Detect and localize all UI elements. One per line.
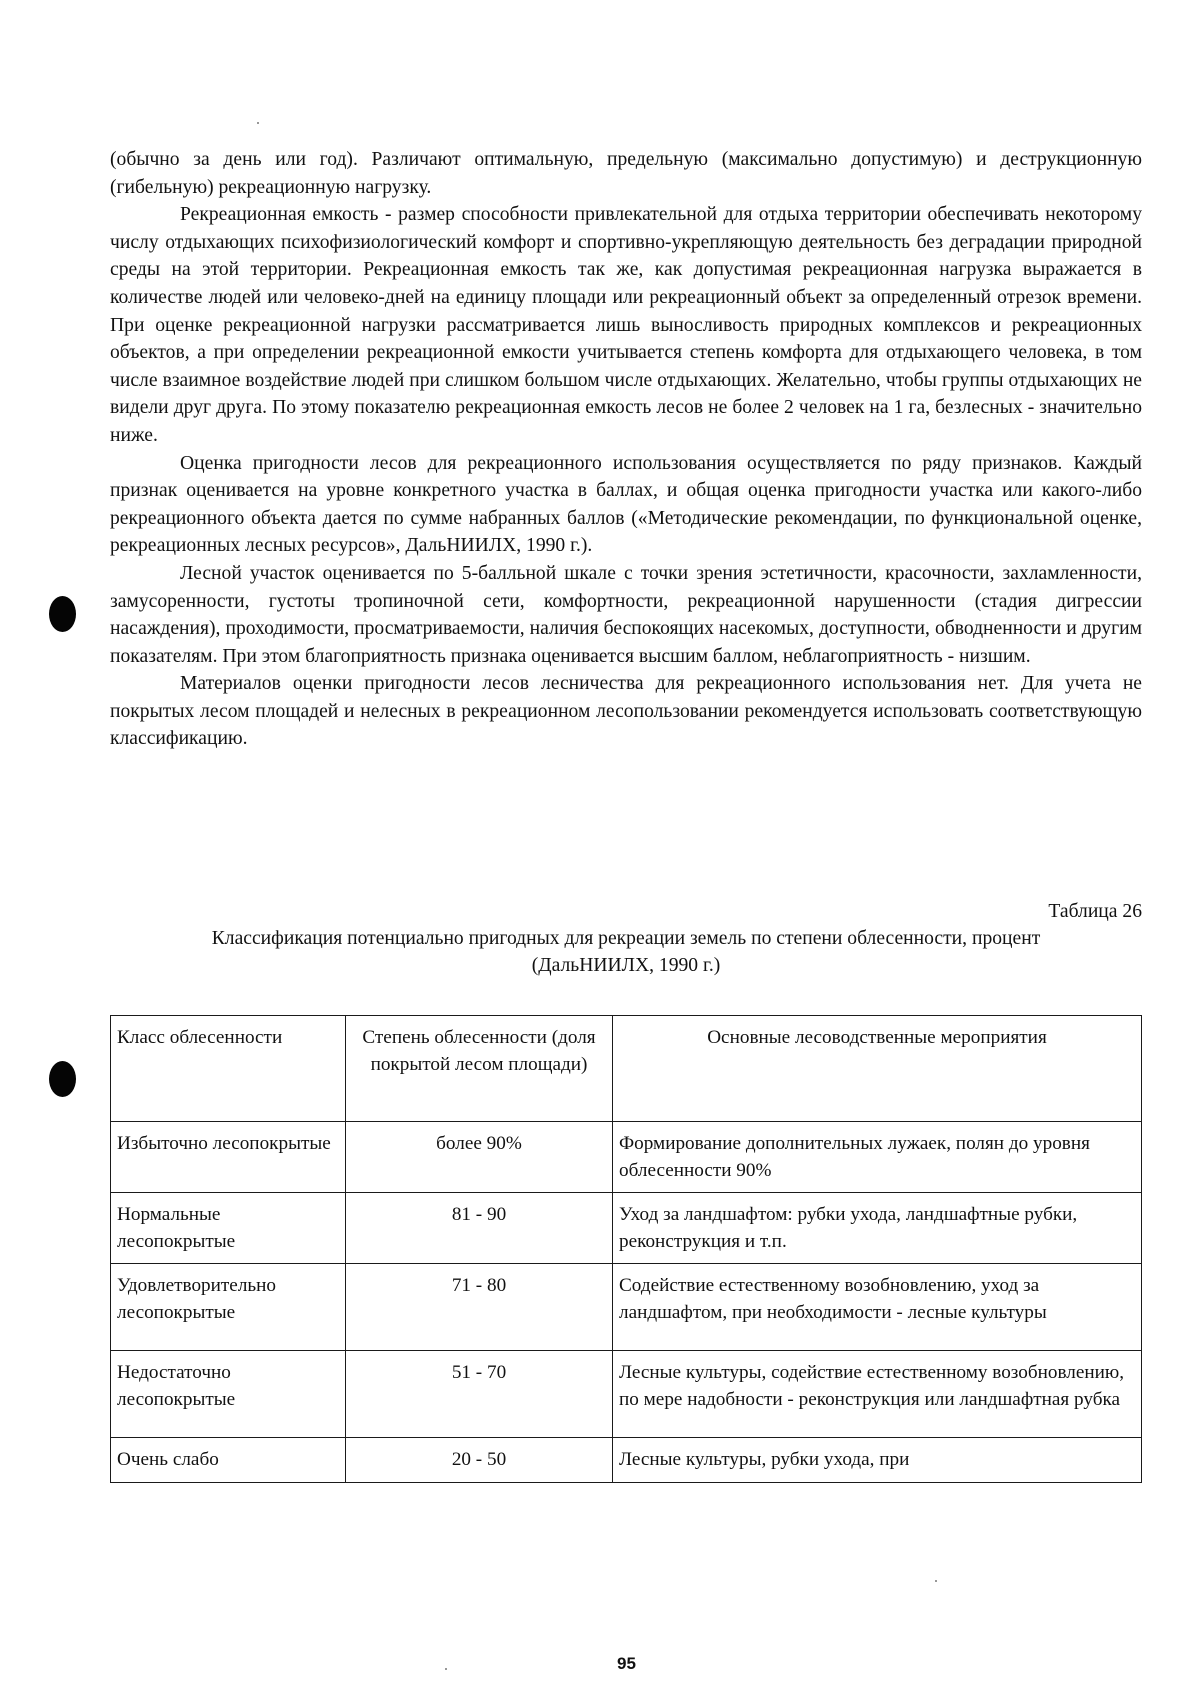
- cell-measures: Лесные культуры, рубки ухода, при: [613, 1438, 1142, 1483]
- cell-degree: 51 - 70: [346, 1351, 613, 1438]
- page-number: 95: [617, 1654, 636, 1673]
- table-title: [110, 925, 1142, 979]
- table-number: Таблица 26: [1048, 901, 1142, 922]
- paragraph: Материалов оценки пригодности лесов лесничества для рекреационного использования нет. Для учета не покрытых лесом площадей и нелесных в рекреационном лесопользовании рекомендуется использовать соответствующую классификацию.: [110, 673, 1142, 750]
- paragraph: Лесной участок оценивается по 5-балльной шкале с точки зрения эстетичности, красочности, захламленности, замусоренности, густоты тропиночной сети, комфортности, рекреационной нарушенности (стадия дигрессии насаждения), проходимости, просматриваемости, наличия беспокоящих насекомых, доступности, обводненности и другим показателям. При этом благоприятность признака оценивается высшим баллом, неблагоприятность - низшим.: [110, 562, 1142, 667]
- table-title-line: Классификация потенциально пригодных для рекреации земель по степени облесенности, процент: [211, 928, 1041, 949]
- forest-cover-classification-table: [110, 1015, 1142, 1483]
- table-row: [111, 1438, 1142, 1483]
- table-row: [111, 1264, 1142, 1351]
- body-text: [110, 146, 1142, 753]
- cell-degree: более 90%: [346, 1122, 613, 1193]
- scan-speck: [257, 122, 259, 124]
- punch-hole: [49, 596, 76, 632]
- cell-degree: 71 - 80: [346, 1264, 613, 1351]
- cell-measures: Формирование дополнительных лужаек, полян до уровня облесенности 90%: [613, 1122, 1142, 1193]
- punch-hole: [49, 1061, 76, 1097]
- cell-measures: Лесные культуры, содействие естественному возобновлению, по мере надобности - реконструкция или ландшафтная рубка: [613, 1351, 1142, 1438]
- table-header-row: [111, 1016, 1142, 1122]
- column-header-degree: Степень облесенности (доля покрытой лесом площади): [346, 1016, 613, 1122]
- paragraph: Рекреационная емкость - размер способности привлекательной для отдыха территории обеспечивать некоторому числу отдыхающих психофизиологический комфорт и спортивно-укрепляющую деятельность без деградации природной среды на этой территории. Рекреационная емкость так же, как допустимая рекреационная нагрузка выражается в количестве людей или человеко-дней на единицу площади или рекреационный объект за определенный отрезок времени. При оценке рекреационной нагрузки рассматривается лишь выносливость природных комплексов и рекреационных объектов, а при определении рекреационной емкости учитывается степень комфорта для отдыхающего человека, в том числе взаимное воздействие людей при слишком большом числе отдыхающих. Желательно, чтобы группы отдыхающих не видели друг друга. По этому показателю рекреационная емкость лесов не более 2 человек на 1 га, безлесных - значительно ниже.: [110, 204, 1142, 446]
- cell-class: Избыточно лесопокрытые: [111, 1122, 346, 1193]
- table-row: [111, 1351, 1142, 1438]
- cell-class: Недостаточно лесопокрытые: [111, 1351, 346, 1438]
- column-header-measures: Основные лесоводственные мероприятия: [613, 1016, 1142, 1122]
- cell-measures: Уход за ландшафтом: рубки ухода, ландшафтные рубки, реконструкция и т.п.: [613, 1193, 1142, 1264]
- paragraph: (обычно за день или год). Различают оптимальную, предельную (максимально допустимую) и деструкционную (гибельную) рекреационную нагрузку.: [110, 149, 1142, 198]
- cell-class: Очень слабо: [111, 1438, 346, 1483]
- cell-class: Удовлетворительно лесопокрытые: [111, 1264, 346, 1351]
- table-row: [111, 1193, 1142, 1264]
- cell-class: Нормальные лесопокрытые: [111, 1193, 346, 1264]
- table-title-source: (ДальНИИЛХ, 1990 г.): [531, 955, 721, 976]
- paragraph: Оценка пригодности лесов для рекреационного использования осуществляется по ряду признаков. Каждый признак оценивается на уровне конкретного участка в баллах, и общая оценка пригодности участка или какого-либо рекреационного объекта дается по сумме набранных баллов («Методические рекомендации, по функциональной оценке, рекреационных лесных ресурсов», ДальНИИЛХ, 1990 г.).: [110, 452, 1142, 557]
- table-row: [111, 1122, 1142, 1193]
- column-header-class: Класс облесенности: [111, 1016, 346, 1122]
- cell-measures: Содействие естественному возобновлению, уход за ландшафтом, при необходимости - лесные культуры: [613, 1264, 1142, 1351]
- cell-degree: 20 - 50: [346, 1438, 613, 1483]
- cell-degree: 81 - 90: [346, 1193, 613, 1264]
- scan-speck: [935, 1580, 937, 1582]
